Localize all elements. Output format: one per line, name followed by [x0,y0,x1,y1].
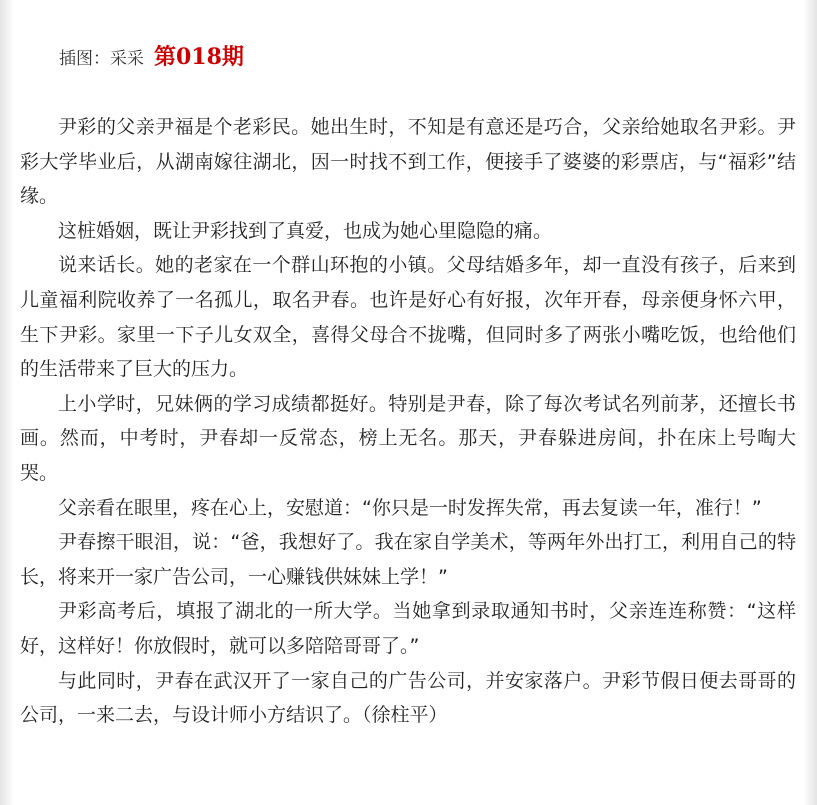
paragraph: 尹彩高考后，填报了湖北的一所大学。当她拿到录取通知书时，父亲连连称赞：“这样好，这样好！你放假时，就可以多陪陪哥哥了。” [20,600,796,657]
paragraph: 与此同时，尹春在武汉开了一家自己的广告公司，并安家落户。尹彩节假日便去哥哥的公司，一来二去，与设计师小方结识了。（徐柱平） [20,669,796,727]
paragraph: 说来话长。她的老家在一个群山环抱的小镇。父母结婚多年，却一直没有孩子，后来到儿童福利院收养了一名孤儿，取名尹春。也许是好心有好报，次年开春，母亲便身怀六甲，生下尹彩。家里一下子儿女双全，喜得父母合不拢嘴，但同时多了两张小嘴吃饭，也给他们的生活带来了巨大的压力。 [20,254,796,381]
paragraph: 这桩婚姻，既让尹彩找到了真爱，也成为她心里隐隐的痛。 [58,219,553,242]
paragraph: 尹彩的父亲尹福是个老彩民。她出生时，不知是有意还是巧合，父亲给她取名尹彩。尹彩大学毕业后，从湖南嫁往湖北，因一时找不到工作，便接手了婆婆的彩票店，与“福彩”结缘。 [20,116,796,208]
paragraph: 尹春擦干眼泪，说：“爸，我想好了。我在家自学美术，等两年外出打工，利用自己的特长，将来开一家广告公司，一心赚钱供妹妹上学！” [20,531,796,588]
paragraph: 父亲看在眼里，疼在心上，安慰道：“你只是一时发挥失常，再去复读一年，准行！” [58,496,762,519]
paragraph: 上小学时，兄妹俩的学习成绩都挺好。特别是尹春，除了每次考试名列前茅，还擅长书画。然而，中考时，尹春却一反常态，榜上无名。那天，尹春躲进房间，扑在床上号啕大哭。 [20,392,796,484]
article-body [20,110,796,733]
issue-number: 第018期 [154,44,244,70]
left-page-edge [0,0,14,805]
right-page-edge [803,0,817,805]
illustration-credit: 插图：采采 [59,49,144,69]
article-header [59,40,244,71]
